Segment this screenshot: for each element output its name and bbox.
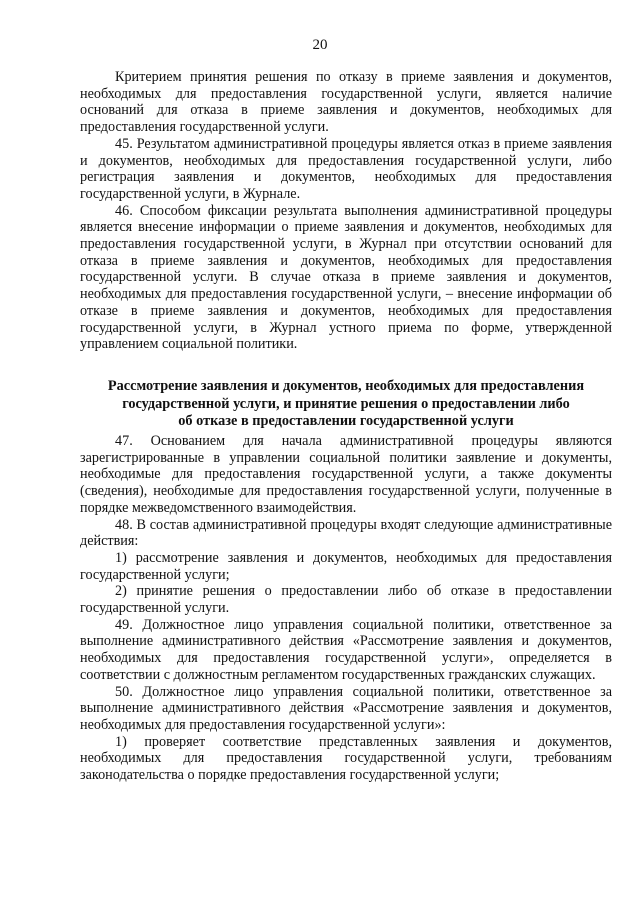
- section-heading-line-3: об отказе в предоставлении государственной услуги: [178, 413, 514, 429]
- paragraph-48-item-1: 1) рассмотрение заявления и документов, необходимых для предоставления государственной услуги;: [80, 549, 612, 583]
- paragraph-50-item-1: 1) проверяет соответствие представленных заявления и документов, необходимых для предоставления государственной услуги, требованиям законодательства о порядке предоставления государственной услуги;: [80, 733, 612, 784]
- paragraph-46: 46. Способом фиксации результата выполнения административной процедуры является внесение информации о приеме заявления и документов, необходимых для предоставления государственной услуги, в Журнал при отсутствии оснований для отказа в приеме заявления и документов, необходимых для предоставления государственной услуги. В случае отказа в приеме заявления и документов, необходимых для предоставления государственной услуги, – внесение информации об отказе в приеме заявления и документов, необходимых для предоставления государственной услуги, в Журнал устного приема по форме, утвержденной управлением социальной политики.: [80, 202, 612, 353]
- paragraph-48: 48. В состав административной процедуры входят следующие административные действия:: [80, 516, 612, 550]
- paragraph-rejection-criterion: Критерием принятия решения по отказу в приеме заявления и документов, необходимых для предоставления государственной услуги, является наличие оснований для отказа в приеме заявления и документов, необходимых для предоставления государственной услуги.: [80, 69, 612, 136]
- section-heading-line-2: государственной услуги, и принятие решения о предоставлении либо: [122, 395, 570, 412]
- page-number: 20: [312, 37, 328, 53]
- text-block-bottom: [80, 433, 612, 784]
- section-heading-line-1: Рассмотрение заявления и документов, необходимых для предоставления: [107, 378, 585, 394]
- paragraph-49: 49. Должностное лицо управления социальной политики, ответственное за выполнение административного действия «Рассмотрение заявления и документов, необходимых для предоставления государственной услуги», определяется в соответствии с должностным регламентом государственных гражданских служащих.: [80, 616, 612, 683]
- paragraph-50: 50. Должностное лицо управления социальной политики, ответственное за выполнение административного действия «Рассмотрение заявления и документов, необходимых для предоставления государственной услуги»:: [80, 683, 612, 733]
- section-heading: [80, 378, 612, 431]
- paragraph-47: 47. Основанием для начала административной процедуры являются зарегистрированные в управлении социальной политики заявление и документы, необходимые для предоставления государственной услуги, а также документы (сведения), необходимые для предоставления государственной услуги, полученные в порядке межведомственного взаимодействия.: [80, 433, 612, 516]
- paragraph-48-item-2: 2) принятие решения о предоставлении либо об отказе в предоставлении государственной услуги.: [80, 583, 612, 617]
- text-block-top: [80, 69, 612, 353]
- paragraph-45: 45. Результатом административной процедуры является отказ в приеме заявления и документов, необходимых для предоставления государственной услуги, либо регистрация заявления и документов, необходимых для предоставления государственной услуги, в Журнале.: [80, 135, 612, 202]
